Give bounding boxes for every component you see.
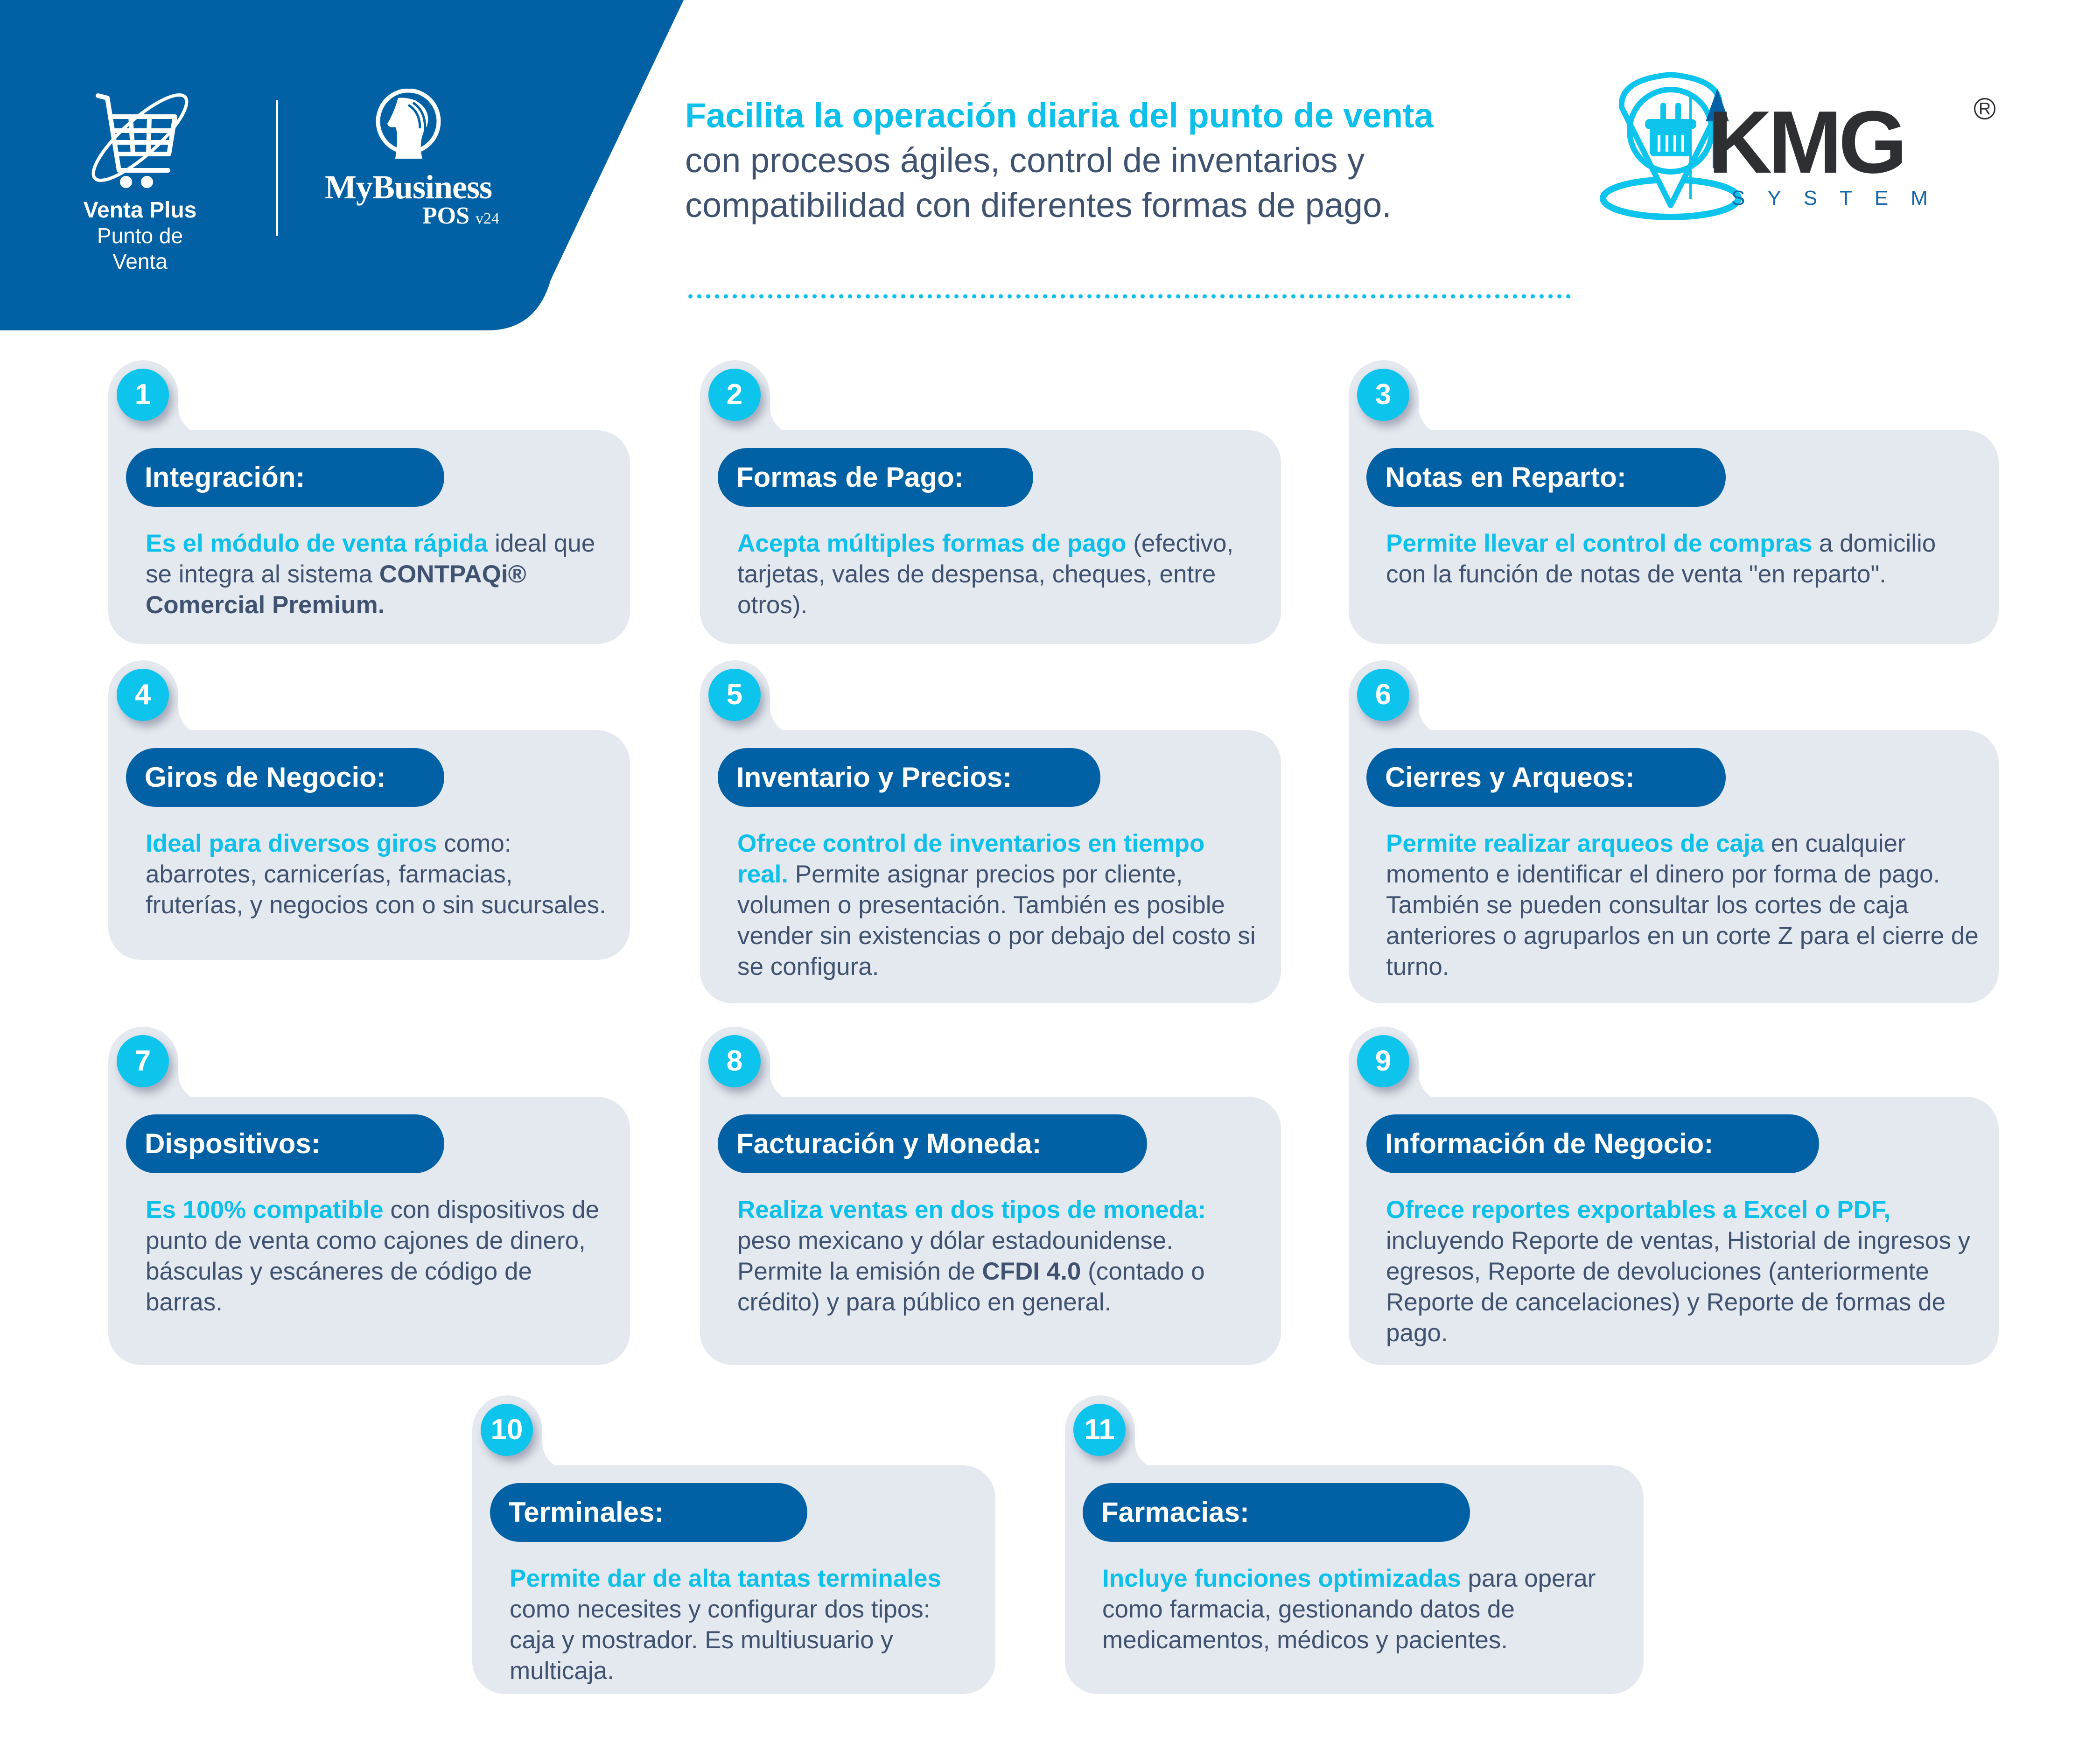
card-title: Giros de Negocio: <box>126 748 444 807</box>
description-text: como necesites y configurar dos tipos: caja y mostrador. Es multiusuario y multicaja. <box>510 1596 931 1685</box>
description-text: con dispositivos de punto de venta como cajones de dinero, básculas y escáneres de código de barras. <box>146 1196 600 1316</box>
step-number-badge: 5 <box>708 669 761 721</box>
step-number-badge: 3 <box>1357 369 1409 421</box>
venta-plus-name: Venta Plus <box>83 198 197 223</box>
card-description <box>737 528 1262 621</box>
headline-line-3: compatibilidad con diferentes formas de pago. <box>685 186 1392 224</box>
card-title: Integración: <box>126 448 444 507</box>
description-highlight: Permite realizar arqueos de caja <box>1386 830 1764 857</box>
mybusiness-logo <box>308 89 509 228</box>
step-number-badge: 9 <box>1357 1035 1409 1087</box>
step-number-badge: 1 <box>117 369 169 421</box>
venta-plus-subtitle: Punto de Venta <box>97 223 183 273</box>
card-description <box>146 828 611 921</box>
card-description <box>1386 1195 1980 1349</box>
card-description <box>1386 528 1980 590</box>
feature-card <box>108 360 630 644</box>
headline-line-2: con procesos ágiles, control de inventarios y <box>685 141 1365 180</box>
feature-card <box>108 660 630 960</box>
step-number-badge: 7 <box>117 1035 169 1087</box>
feature-card <box>108 1027 630 1365</box>
description-tail: (contado o crédito) y para público en general. <box>737 1258 1205 1316</box>
step-number-badge: 4 <box>117 669 169 721</box>
kmg-tagline: SYSTEM <box>1731 187 1950 210</box>
card-title: Terminales: <box>490 1483 807 1542</box>
description-highlight: Incluye funciones optimizadas <box>1102 1565 1461 1592</box>
step-number-badge: 8 <box>708 1035 761 1087</box>
registered-mark: R <box>1974 98 1995 119</box>
description-highlight: Es el módulo de venta rápida <box>146 530 488 557</box>
mybusiness-version: v24 <box>476 210 499 227</box>
feature-card <box>1349 360 1999 644</box>
card-title: Información de Negocio: <box>1366 1114 1819 1173</box>
description-strong: CFDI 4.0 <box>982 1258 1081 1285</box>
card-description <box>1102 1563 1625 1656</box>
card-description <box>146 1195 611 1318</box>
headline-accent: Facilita la operación diaria del punto de venta <box>685 96 1434 135</box>
mybusiness-product: POS v24 <box>422 203 499 229</box>
venta-plus-logo <box>70 84 210 274</box>
description-highlight: Ofrece reportes exportables a Excel o PDF, <box>1386 1196 1891 1224</box>
card-title: Inventario y Precios: <box>718 748 1100 807</box>
feature-card <box>1065 1395 1644 1694</box>
description-highlight: Ofrece control de inventarios en tiempo real. <box>737 830 1205 888</box>
feature-card <box>700 360 1281 644</box>
description-text: Permite asignar precios por cliente, volumen o presentación. También es posible vender sin existencias o por debajo del costo si se configura. <box>737 861 1256 980</box>
card-description <box>510 1563 977 1687</box>
description-highlight: Ideal para diversos giros <box>146 830 437 857</box>
brand-divider <box>1689 97 1692 199</box>
description-highlight: Realiza ventas en dos tipos de moneda: <box>737 1196 1206 1224</box>
shopping-cart-icon <box>70 84 210 191</box>
card-title: Facturación y Moneda: <box>718 1114 1147 1173</box>
description-highlight: Es 100% compatible <box>146 1196 384 1224</box>
description-text: en cualquier momento e identificar el dinero por forma de pago. También se pueden consultar los cortes de caja anteriores o agruparlos en un corte Z para el cierre de turno. <box>1386 830 1979 980</box>
feature-card <box>472 1395 995 1694</box>
description-text: peso mexicano y dólar estadounidense. Permite la emisión de <box>737 1227 1173 1285</box>
card-title: Notas en Reparto: <box>1366 448 1726 507</box>
description-text: ideal que se integra al sistema <box>146 530 595 588</box>
feature-card <box>1349 660 1999 1003</box>
description-text: incluyendo Reporte de ventas, Historial de ingresos y egresos, Reporte de devoluciones (anteriormente Reporte de cancelaciones) y Reporte de formas de pago. <box>1386 1227 1971 1347</box>
card-title: Dispositivos: <box>126 1114 444 1173</box>
step-number-badge: 2 <box>708 369 761 421</box>
description-text: (efectivo, tarjetas, vales de despensa, cheques, entre otros). <box>737 530 1234 619</box>
kmg-wordmark: KMG <box>1708 93 1904 192</box>
step-number-badge: 6 <box>1357 669 1409 721</box>
feature-card <box>700 1027 1281 1365</box>
description-highlight: Permite dar de alta tantas terminales <box>510 1565 941 1592</box>
feature-card <box>700 660 1281 1003</box>
feature-card <box>1349 1027 1999 1365</box>
horse-head-icon <box>362 89 455 163</box>
description-highlight: Permite llevar el control de compras <box>1386 530 1813 557</box>
description-text: a domicilio con la función de notas de venta "en reparto". <box>1386 530 1936 588</box>
step-number-badge: 11 <box>1073 1404 1126 1456</box>
card-description <box>737 828 1262 982</box>
card-title: Formas de Pago: <box>718 448 1033 507</box>
mybusiness-name: MyBusiness <box>324 168 492 206</box>
headline <box>685 93 1618 228</box>
description-text: para operar como farmacia, gestionando datos de medicamentos, médicos y pacientes. <box>1102 1565 1596 1654</box>
kmg-system-logo <box>1708 93 2016 210</box>
card-title: Cierres y Arqueos: <box>1366 748 1726 807</box>
card-description <box>1386 828 1980 982</box>
card-description <box>146 528 611 621</box>
description-text: como: abarrotes, carnicerías, farmacias, fruterías, y negocios con o sin sucursales. <box>146 830 606 919</box>
card-description <box>737 1195 1262 1318</box>
description-highlight: Acepta múltiples formas de pago <box>737 530 1127 557</box>
dotted-divider <box>686 293 1573 300</box>
step-number-badge: 10 <box>481 1404 533 1456</box>
description-strong: CONTPAQi® Comercial Premium. <box>146 560 526 619</box>
card-title: Farmacias: <box>1083 1483 1470 1542</box>
logo-divider <box>276 100 278 236</box>
